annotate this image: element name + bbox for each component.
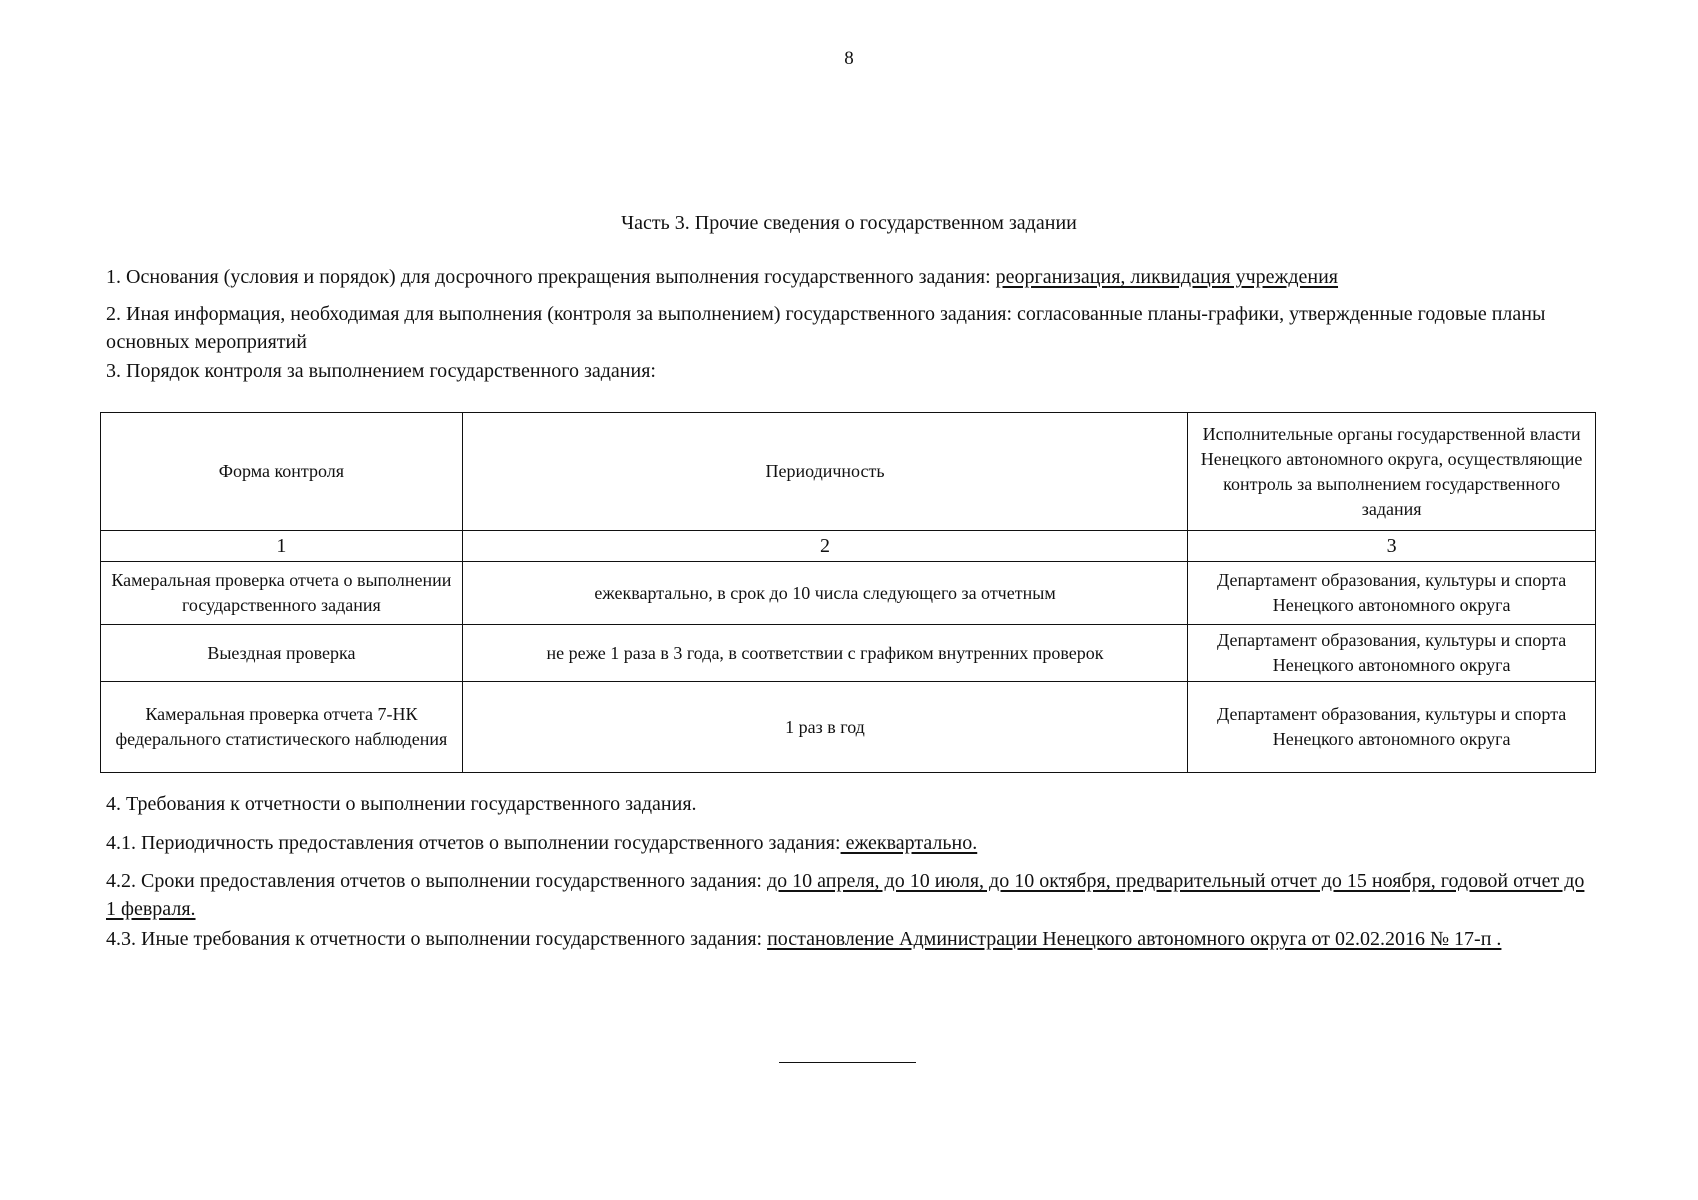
header-executive-bodies: Исполнительные органы государственной власти Ненецкого автономного округа, осуществляющие контроль за выполнением государственного задания <box>1188 413 1596 531</box>
table-cell-control-form: Камеральная проверка отчета о выполнении государственного задания <box>101 562 463 625</box>
table-row <box>101 682 1596 773</box>
section-4-2-value: до 10 апреля, до 10 июля, до 10 октября, предварительный отчет до 15 ноября, годовой отчет до 1 февраля. <box>106 870 1585 920</box>
page-number: 8 <box>844 48 854 69</box>
section-1-early-termination <box>106 263 1592 291</box>
section-4-3-value: постановление Администрации Ненецкого автономного округа от 02.02.2016 № 17-п . <box>767 928 1502 950</box>
table-row <box>101 562 1596 625</box>
section-1-value: реорганизация, ликвидация учреждения <box>995 266 1339 288</box>
column-number: 3 <box>1188 531 1596 562</box>
closing-divider <box>779 1062 916 1063</box>
table-cell-control-form: Выездная проверка <box>101 625 463 682</box>
section-4-3-other-requirements <box>106 925 1592 953</box>
section-4-1-report-periodicity <box>106 829 1592 857</box>
table-header-row <box>101 413 1596 531</box>
control-table <box>100 412 1596 773</box>
section-4-1-value: ежеквартально. <box>840 832 978 854</box>
section-1-label: 1. Основания (условия и порядок) для досрочного прекращения выполнения государственного задания: <box>106 266 996 288</box>
table-cell-periodicity: 1 раз в год <box>462 682 1187 773</box>
header-control-form: Форма контроля <box>101 413 463 531</box>
section-4-2-report-deadlines <box>106 867 1592 923</box>
column-number: 1 <box>101 531 463 562</box>
section-4-1-label: 4.1. Периодичность предоставления отчетов о выполнении государственного задания: <box>106 832 841 854</box>
table-cell-control-form: Камеральная проверка отчета 7-НК федерального статистического наблюдения <box>101 682 463 773</box>
section-2-other-info: 2. Иная информация, необходимая для выполнения (контроля за выполнением) государственного задания: согласованные планы-графики, утвержденные годовые планы основных мероприятий <box>106 303 1546 353</box>
header-periodicity: Периодичность <box>462 413 1187 531</box>
table-cell-executive-body: Департамент образования, культуры и спорта Ненецкого автономного округа <box>1188 625 1596 682</box>
table-column-numbers-row <box>101 531 1596 562</box>
table-row <box>101 625 1596 682</box>
section-4-2-label: 4.2. Сроки предоставления отчетов о выполнении государственного задания: <box>106 870 767 892</box>
part-title: Часть 3. Прочие сведения о государственном задании <box>621 212 1077 234</box>
table-cell-executive-body: Департамент образования, культуры и спорта Ненецкого автономного округа <box>1188 682 1596 773</box>
column-number: 2 <box>462 531 1187 562</box>
section-3-control-procedure: 3. Порядок контроля за выполнением государственного задания: <box>106 360 656 382</box>
section-4-3-label: 4.3. Иные требования к отчетности о выполнении государственного задания: <box>106 928 768 950</box>
section-4-reporting-requirements: 4. Требования к отчетности о выполнении государственного задания. <box>106 793 697 815</box>
table-cell-executive-body: Департамент образования, культуры и спорта Ненецкого автономного округа <box>1188 562 1596 625</box>
table-cell-periodicity: ежеквартально, в срок до 10 числа следующего за отчетным <box>462 562 1187 625</box>
table-cell-periodicity: не реже 1 раза в 3 года, в соответствии с графиком внутренних проверок <box>462 625 1187 682</box>
